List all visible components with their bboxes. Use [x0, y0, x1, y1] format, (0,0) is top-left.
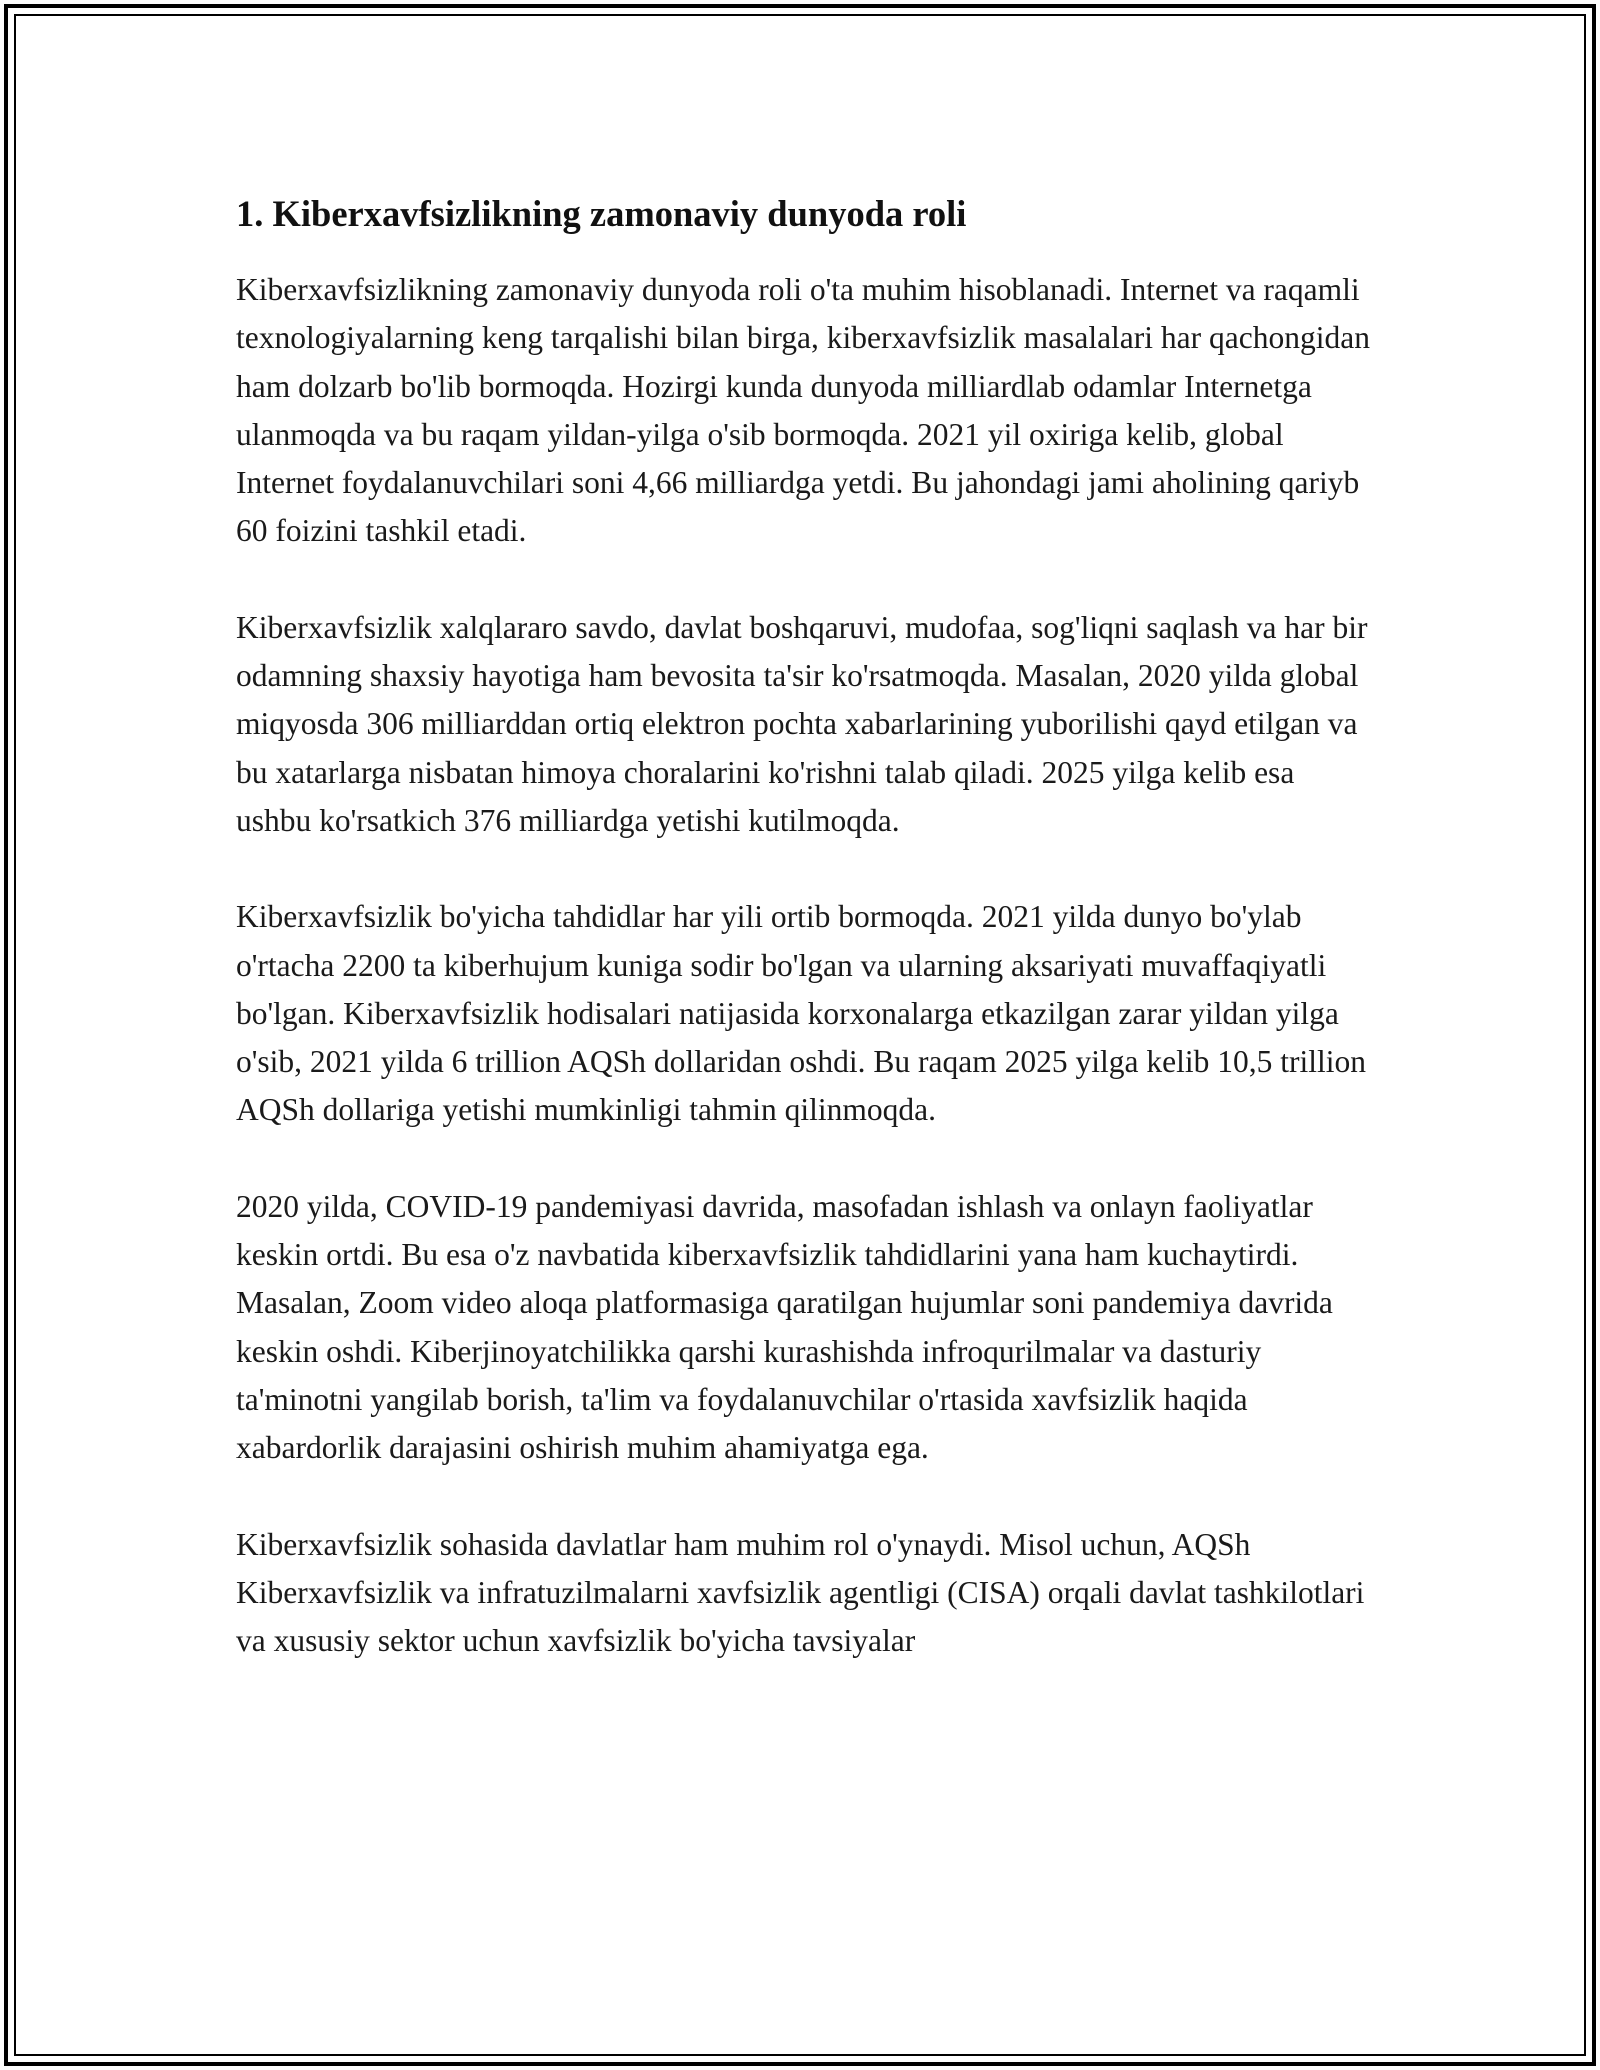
paragraph-4: 2020 yilda, COVID-19 pandemiyasi davrida, masofadan ishlash va onlayn faoliyatlar keskin ortdi. Bu esa o'z navbatida kiberxavfsizlik tahdidlarini yana ham kuchaytirdi. Masalan, Zoom video aloqa platformasiga qaratilgan hujumlar soni pandemiya davrida keskin oshdi. Kiberjinoyatchilikka qarshi kurashishda infroqurilmalar va dasturiy ta'minotni yangilab borish, ta'lim va foydalanuvchilar o'rtasida xavfsizlik haqida xabardorlik darajasini oshirish muhim ahamiyatga ega. — [236, 1188, 1333, 1466]
section-heading: 1. Kiberxavfsizlikning zamonaviy dunyoda roli — [236, 193, 967, 234]
paragraph-3: Kiberxavfsizlik bo'yicha tahdidlar har yili ortib bormoqda. 2021 yilda dunyo bo'ylab o'rtacha 2200 ta kiberhujum kuniga sodir bo'lgan va ularning aksariyati muvaffaqiyatli bo'lgan. Kiberxavfsizlik hodisalari natijasida korxonalarga etkazilgan zarar yildan yilga o'sib, 2021 yilda 6 trillion AQSh dollaridan oshdi. Bu raqam 2025 yilga kelib 10,5 trillion AQSh dollariga yetishi mumkinligi tahmin qilinmoqda. — [236, 899, 1366, 1128]
paragraph-1: Kiberxavfsizlikning zamonaviy dunyoda roli o'ta muhim hisoblanadi. Internet va raqamli texnologiyalarning keng tarqalishi bilan birga, kiberxavfsizlik masalalari har qachongidan ham dolzarb bo'lib bormoqda. Hozirgi kunda dunyoda milliardlab odamlar Internetga ulanmoqda va bu raqam yildan-yilga o'sib bormoqda. 2021 yil oxiriga kelib, global Internet foydalanuvchilari soni 4,66 milliardga yetdi. Bu jahondagi jami aholining qariyb 60 foizini tashkil etadi. — [236, 272, 1370, 549]
document-body — [236, 190, 1376, 1665]
paragraph-2: Kiberxavfsizlik xalqlararo savdo, davlat boshqaruvi, mudofaa, sog'liqni saqlash va har bir odamning shaxsiy hayotiga ham bevosita ta'sir ko'rsatmoqda. Masalan, 2020 yilda global miqyosda 306 milliarddan ortiq elektron pochta xabarlarining yuborilishi qayd etilgan va bu xatarlarga nisbatan himoya choralarini ko'rishni talab qiladi. 2025 yilga kelib esa ushbu ko'rsatkich 376 milliardga yetishi kutilmoqda. — [236, 609, 1368, 838]
paragraph-5: Kiberxavfsizlik sohasida davlatlar ham muhim rol o'ynaydi. Misol uchun, AQSh Kiberxavfsizlik va infratuzilmalarni xavfsizlik agentligi (CISA) orqali davlat tashkilotlari va xususiy sektor uchun xavfsizlik bo'yicha tavsiyalar — [236, 1526, 1365, 1659]
